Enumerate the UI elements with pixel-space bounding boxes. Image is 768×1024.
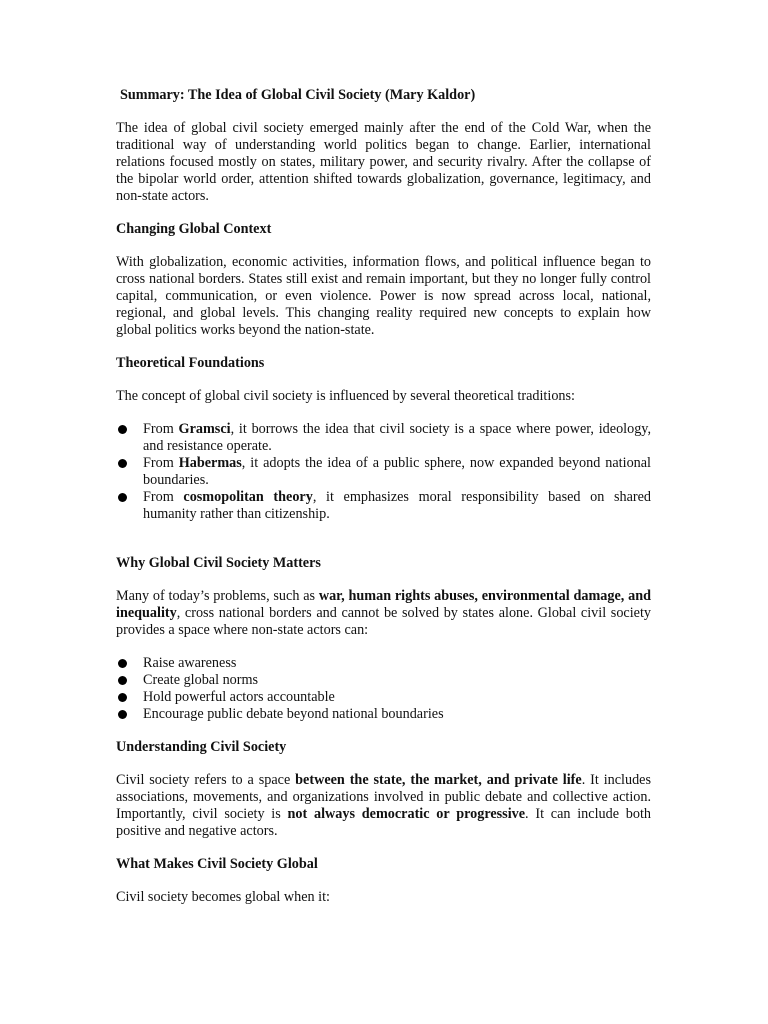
- item-prefix: From: [143, 489, 184, 505]
- item-prefix: From: [143, 421, 179, 437]
- bullet-icon: [118, 676, 127, 685]
- foundations-lead: The concept of global civil society is influenced by several theoretical traditions:: [116, 388, 575, 404]
- item-bold: Habermas: [178, 455, 242, 471]
- list-item: Hold powerful actors accountable: [116, 689, 651, 706]
- heading-understanding-civil-society: Understanding Civil Society: [116, 739, 287, 755]
- bullet-icon: [118, 710, 127, 719]
- bullet-icon: [118, 425, 127, 434]
- civil-bold-2: not always democratic or progressive: [287, 806, 526, 822]
- list-item: [116, 421, 651, 455]
- bullet-icon: [118, 659, 127, 668]
- list-item: Create global norms: [116, 672, 651, 689]
- matters-paragraph: Many of today’s problems, such as war, human rights abuses, environmental damage, and inequality, cross national borders and cannot be solved by states alone. Global civil society provides a space where non-state actors can:: [116, 588, 651, 638]
- list-item: [116, 489, 651, 523]
- item-text: , it borrows the idea that civil society is a space where power, ideology, and resistance operate.: [143, 421, 652, 454]
- item-bold: Gramsci: [178, 421, 231, 437]
- civil-paragraph: Civil society refers to a space between the state, the market, and private life. It includes associations, movements, and organizations involved in public debate and collective action. Importantly, civil society is not always democratic or progressive. It can include both positive and negative actors.: [116, 772, 651, 839]
- foundations-list: [116, 421, 651, 523]
- bullet-icon: [118, 459, 127, 468]
- global-lead: Civil society becomes global when it:: [116, 889, 330, 905]
- item-text: , it adopts the idea of a public sphere, now expanded beyond national boundaries.: [143, 455, 651, 488]
- heading-theoretical-foundations: Theoretical Foundations: [116, 355, 265, 371]
- list-item: [116, 455, 651, 489]
- item-text: , it emphasizes moral responsibility based on shared humanity rather than citizenship.: [143, 489, 651, 522]
- context-paragraph: With globalization, economic activities, information flows, and political influence began to cross national borders. States still exist and remain important, but they no longer fully control capital, communication, or even violence. Power is now spread across local, national, regional, and global levels. This changing reality required new concepts to explain how global politics works beyond the nation-state.: [116, 254, 651, 338]
- matters-list: [116, 655, 651, 723]
- heading-why-global-civil-society-matters: Why Global Civil Society Matters: [116, 555, 321, 571]
- list-item: Raise awareness: [116, 655, 651, 672]
- heading-changing-global-context: Changing Global Context: [116, 221, 272, 237]
- list-item: Encourage public debate beyond national boundaries: [116, 706, 651, 723]
- item-prefix: From: [143, 455, 179, 471]
- matters-bold: war, human rights abuses, environmental damage, and inequality: [116, 588, 651, 621]
- civil-bold-1: between the state, the market, and private life: [295, 772, 582, 788]
- intro-paragraph: The idea of global civil society emerged mainly after the end of the Cold War, when the traditional way of understanding world politics began to change. Earlier, international relations focused mostly on states, military power, and security rivalry. After the collapse of the bipolar world order, attention shifted towards globalization, governance, legitimacy, and non-state actors.: [116, 120, 651, 204]
- document-body: [116, 87, 651, 922]
- heading-what-makes-civil-society-global: What Makes Civil Society Global: [116, 856, 318, 872]
- bullet-icon: [118, 493, 127, 502]
- item-bold: cosmopolitan theory: [183, 489, 313, 505]
- bullet-icon: [118, 693, 127, 702]
- document-title: Summary: The Idea of Global Civil Society (Mary Kaldor): [120, 87, 476, 103]
